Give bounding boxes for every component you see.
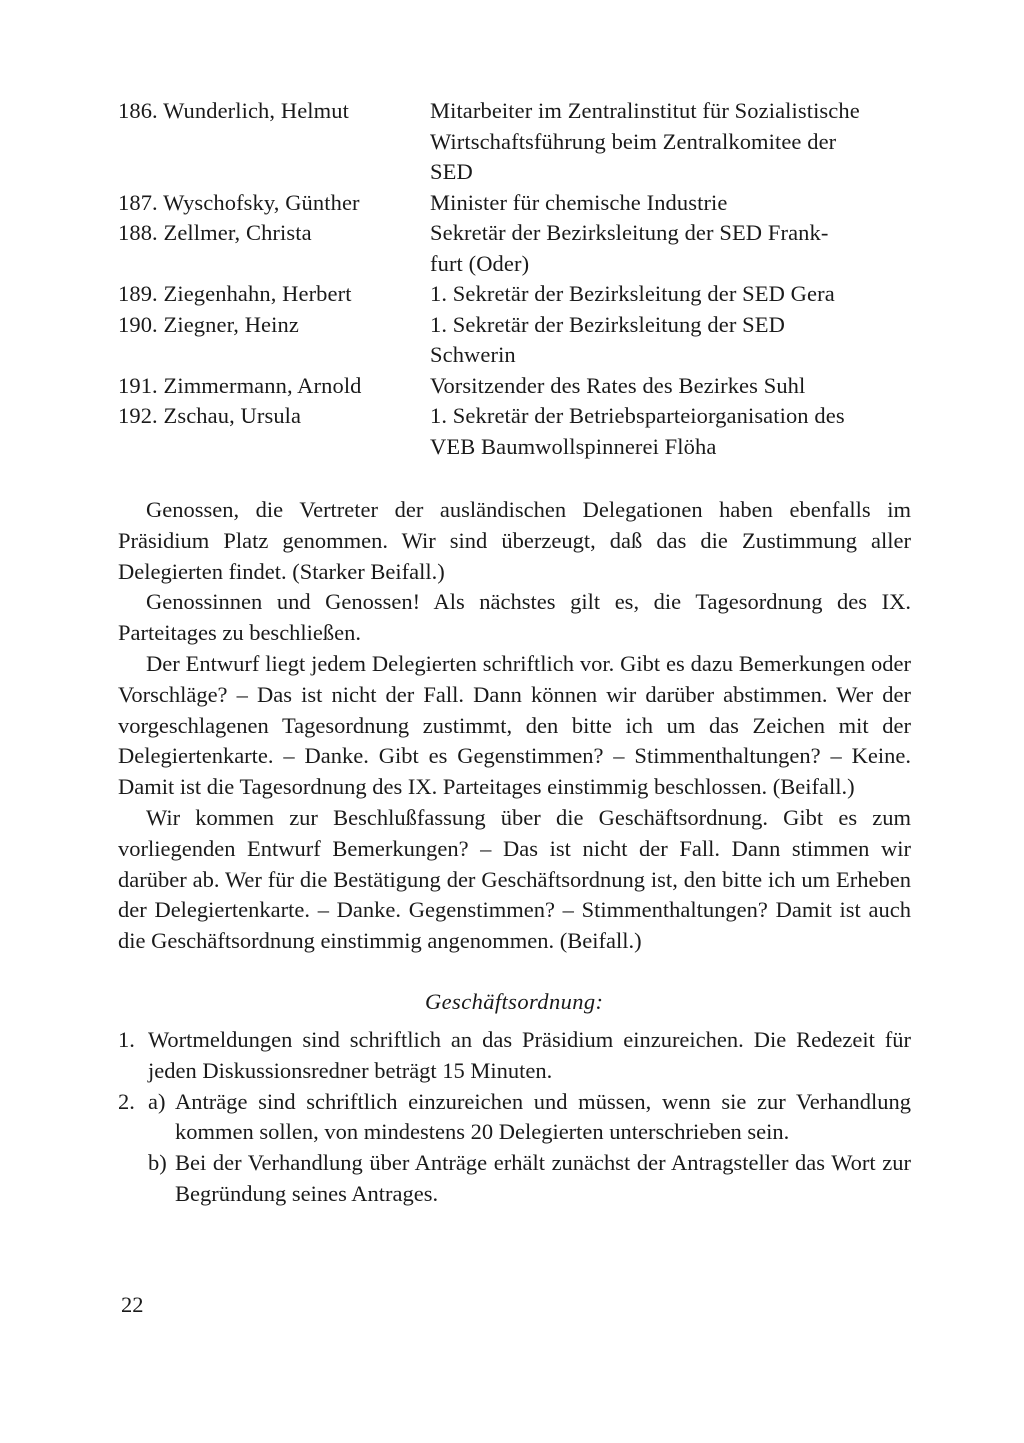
member-name: 187. Wyschofsky, Günther (118, 189, 360, 215)
member-role-line: Minister für chemische Industrie (430, 189, 728, 215)
member-role-line: Wirtschaftsführung beim Zentralkomitee der (430, 128, 837, 154)
member-entry (118, 371, 911, 402)
document-page (118, 96, 911, 1210)
member-role-line: Schwerin (430, 342, 516, 367)
member-role-line: 1. Sekretär der Bezirksleitung der SED (430, 311, 785, 337)
member-role (430, 371, 911, 402)
sub-rule-text: Bei der Verhandlung über Anträge erhält zunächst der Antragsteller das Wort zur Begründung seines Antrages. (175, 1150, 911, 1206)
rule-number: 1. (118, 1026, 135, 1052)
member-role-line: Sekretär der Bezirksleitung der SED Frank- (430, 220, 829, 245)
member-name: 186. Wunderlich, Helmut (118, 98, 349, 123)
member-role (430, 310, 911, 371)
sub-rule-item (118, 1148, 911, 1210)
member-entry (118, 96, 911, 188)
rule-number: 2. (118, 1088, 135, 1114)
rule-item (118, 1025, 911, 1087)
rule-text: Wortmeldungen sind schriftlich an das Präsidium einzureichen. Die Redezeit für jeden Diskussionsredner beträgt 15 Minuten. (148, 1026, 911, 1083)
body-text (118, 495, 911, 957)
sub-rule-letter: a) (148, 1088, 166, 1114)
member-role-line: SED (430, 159, 473, 184)
member-entry (118, 310, 911, 371)
member-name: 192. Zschau, Ursula (118, 403, 302, 428)
member-role (430, 401, 911, 462)
member-name: 190. Ziegner, Heinz (118, 311, 299, 337)
member-role-line: Vorsitzender des Rates des Bezirkes Suhl (430, 372, 806, 398)
paragraph: Genossinnen und Genossen! Als nächstes gilt es, die Tagesordnung des IX. Parteitages zu beschließen. (118, 589, 911, 646)
member-entry (118, 401, 911, 462)
sub-rule-text: Anträge sind schriftlich einzureichen und müssen, wenn sie zur Verhandlung kommen sollen, von mindestens 20 Delegierten unterschrieben sein. (175, 1088, 911, 1145)
member-role-line: 1. Sekretär der Bezirksleitung der SED Gera (430, 281, 835, 306)
member-role (430, 279, 911, 310)
paragraph: Wir kommen zur Beschlußfassung über die Geschäftsordnung. Gibt es zum vorliegenden Entwurf Bemerkungen? – Das ist nicht der Fall. Dann stimmen wir darüber ab. Wer für die Bestätigung der Geschäftsordnung ist, den bitte ich um Erheben der Delegiertenkarte. – Danke. Gegenstimmen? – Stimmenthaltungen? Damit ist auch die Geschäftsordnung einstimmig angenommen. (Beifall.) (118, 804, 911, 954)
member-role-line: 1. Sekretär der Betriebsparteiorganisation des (430, 403, 845, 428)
rule-item (118, 1087, 911, 1149)
sub-rule-letter: b) (148, 1150, 167, 1176)
member-name: 191. Zimmermann, Arnold (118, 372, 362, 398)
member-name: 189. Ziegenhahn, Herbert (118, 281, 352, 306)
member-role (430, 96, 911, 188)
member-role-line: furt (Oder) (430, 250, 530, 276)
member-role (430, 218, 911, 279)
member-entry (118, 188, 911, 219)
rule-body (148, 1087, 911, 1149)
member-list (118, 96, 911, 462)
page-number: 22 (121, 1292, 144, 1317)
paragraph: Genossen, die Vertreter der ausländischen Delegationen haben ebenfalls im Präsidium Platz genommen. Wir sind überzeugt, daß das die Zustimmung aller Delegierten findet. (Starker Beifall.) (118, 497, 911, 584)
sub-rule-item (148, 1087, 911, 1149)
member-role (430, 188, 911, 219)
rules-list (118, 1025, 911, 1210)
paragraph: Der Entwurf liegt jedem Delegierten schriftlich vor. Gibt es dazu Bemerkungen oder Vorschläge? – Das ist nicht der Fall. Dann können wir darüber abstimmen. Wer der vorgeschlagenen Tagesordnung zustimmt, den bitte ich um das Zeichen mit der Delegiertenkarte. – Danke. Gibt es Gegenstimmen? – Stimmenthaltungen? – Keine. Damit ist die Tagesordnung des IX. Parteitages einstimmig beschlossen. (Beifall.) (118, 650, 911, 800)
section-title: Geschäftsordnung: (425, 988, 604, 1014)
member-entry (118, 218, 911, 279)
member-role-line: Mitarbeiter im Zentralinstitut für Sozialistische (430, 98, 860, 123)
member-role-line: VEB Baumwollspinnerei Flöha (430, 433, 717, 459)
member-name: 188. Zellmer, Christa (118, 220, 312, 245)
member-entry (118, 279, 911, 310)
